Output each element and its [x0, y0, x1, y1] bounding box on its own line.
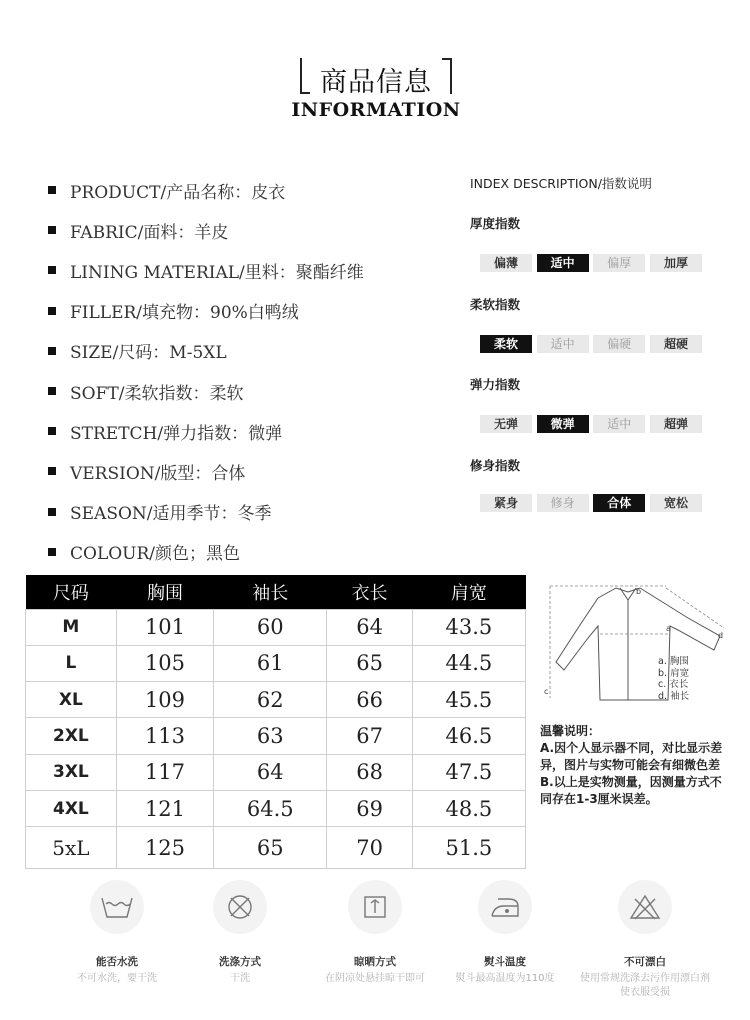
index-option: 加厚 [650, 254, 702, 272]
care-item-method [175, 880, 305, 986]
care-label: 洗涤方式 [219, 956, 261, 968]
table-cell: 64 [214, 754, 327, 790]
table-cell-size: XL [26, 682, 117, 718]
notes-title: 温馨说明： [540, 724, 601, 738]
table-cell: 66 [327, 682, 412, 718]
page-subtitle: INFORMATION [291, 99, 461, 121]
wash-tub-icon [90, 880, 144, 934]
table-row [26, 754, 526, 790]
table-cell: 60 [214, 609, 327, 645]
index-row-thickness [480, 254, 702, 272]
table-cell: 65 [214, 827, 327, 869]
table-cell-size: M [26, 609, 117, 645]
dry-clean-icon [213, 880, 267, 934]
info-text: LINING MATERIAL/里料：聚酯纤维 [70, 262, 364, 283]
diagram-mark-a: a [666, 624, 671, 633]
diagram-legend [658, 656, 689, 702]
table-cell: 64 [327, 609, 412, 645]
diagram-mark-b: b [636, 587, 642, 596]
info-item-version [48, 451, 468, 491]
index-row-stretch [480, 415, 702, 433]
table-cell: 46.5 [412, 718, 525, 754]
legend-item: a. 胸围 [658, 656, 689, 667]
info-text: SIZE/尺码：M-5XL [70, 343, 227, 364]
care-desc: 干洗 [230, 973, 250, 984]
care-label: 熨斗温度 [484, 956, 526, 968]
table-cell: 67 [327, 718, 412, 754]
iron-icon [478, 880, 532, 934]
index-title-softness: 柔软指数 [470, 297, 521, 312]
care-item-iron [440, 880, 570, 986]
bullet-icon [48, 387, 56, 395]
table-cell: 61 [214, 645, 327, 681]
index-option: 适中 [537, 335, 589, 353]
index-title-fit: 修身指数 [470, 458, 521, 473]
table-header: 衣长 [327, 575, 412, 609]
care-desc: 不可水洗，要干洗 [77, 973, 157, 984]
table-cell-size: 2XL [26, 718, 117, 754]
index-option: 超弹 [650, 415, 702, 433]
index-option: 微弹 [537, 415, 589, 433]
index-option: 合体 [593, 494, 645, 512]
table-cell: 43.5 [412, 609, 525, 645]
index-row-softness [480, 335, 702, 353]
table-cell: 65 [327, 645, 412, 681]
table-header: 尺码 [26, 575, 117, 609]
notes [540, 723, 730, 808]
index-option: 适中 [537, 254, 589, 272]
table-cell: 121 [116, 790, 213, 826]
table-header-row [26, 575, 526, 609]
bullet-icon [48, 347, 56, 355]
info-item-colour [48, 532, 468, 572]
table-cell: 45.5 [412, 682, 525, 718]
no-bleach-icon [618, 880, 672, 934]
table-header: 胸围 [116, 575, 213, 609]
index-option: 偏薄 [480, 254, 532, 272]
care-item-bleach [580, 880, 710, 1000]
info-item-stretch [48, 411, 468, 451]
bullet-icon [48, 226, 56, 234]
index-title-thickness: 厚度指数 [470, 216, 521, 231]
bullet-icon [48, 508, 56, 516]
info-item-season [48, 492, 468, 532]
info-text: PRODUCT/产品名称：皮衣 [70, 182, 286, 203]
care-desc: 使用常规洗涤去污作用漂白剂使衣服受损 [580, 973, 710, 998]
table-row [26, 645, 526, 681]
bullet-icon [48, 186, 56, 194]
info-item-filler [48, 291, 468, 331]
table-cell: 105 [116, 645, 213, 681]
index-heading: INDEX DESCRIPTION/指数说明 [470, 176, 652, 191]
table-cell: 63 [214, 718, 327, 754]
index-option: 修身 [537, 494, 589, 512]
info-text: SOFT/柔软指数：柔软 [70, 383, 244, 404]
index-option: 偏厚 [593, 254, 645, 272]
table-row [26, 790, 526, 826]
info-text: VERSION/版型：合体 [70, 463, 246, 484]
info-item-size [48, 331, 468, 371]
product-info-list [48, 170, 468, 572]
bullet-icon [48, 427, 56, 435]
garment-measurement-diagram [538, 578, 730, 718]
diagram-mark-c: c [544, 687, 549, 696]
table-cell: 44.5 [412, 645, 525, 681]
hang-dry-icon [348, 880, 402, 934]
page-title: 商品信息 [320, 67, 432, 98]
info-text: FILLER/填充物：90%白鸭绒 [70, 303, 299, 324]
table-cell: 101 [116, 609, 213, 645]
table-cell: 70 [327, 827, 412, 869]
diagram-mark-d: d [718, 631, 724, 640]
care-desc: 在阴凉处悬挂晾干即可 [325, 973, 425, 984]
care-label: 能否水洗 [96, 956, 138, 968]
table-cell: 109 [116, 682, 213, 718]
notes-a: A.因个人显示器不同，对比显示差异，图片与实物可能会有细微色差 [540, 741, 723, 772]
bullet-icon [48, 266, 56, 274]
table-cell: 125 [116, 827, 213, 869]
care-label: 晾晒方式 [354, 956, 396, 968]
index-row-fit [480, 494, 702, 512]
index-option: 适中 [593, 415, 645, 433]
info-text: SEASON/适用季节：冬季 [70, 504, 272, 525]
info-text: FABRIC/面料：羊皮 [70, 222, 229, 243]
index-option: 超硬 [650, 335, 702, 353]
table-cell: 62 [214, 682, 327, 718]
table-header: 肩宽 [412, 575, 525, 609]
table-cell: 68 [327, 754, 412, 790]
table-cell: 47.5 [412, 754, 525, 790]
index-option: 宽松 [650, 494, 702, 512]
index-option: 无弹 [480, 415, 532, 433]
index-option: 柔软 [480, 335, 532, 353]
table-cell: 117 [116, 754, 213, 790]
info-text: STRETCH/弹力指数：微弹 [70, 423, 283, 444]
legend-item: d. 袖长 [658, 690, 690, 702]
info-text: COLOUR/颜色；黑色 [70, 544, 241, 565]
table-header: 袖长 [214, 575, 327, 609]
index-option: 偏硬 [593, 335, 645, 353]
table-row [26, 718, 526, 754]
table-cell: 64.5 [214, 790, 327, 826]
table-cell-size: 4XL [26, 790, 117, 826]
table-row [26, 682, 526, 718]
index-option: 紧身 [480, 494, 532, 512]
table-cell: 51.5 [412, 827, 525, 869]
care-desc: 熨斗最高温度为110度 [455, 973, 555, 984]
table-cell: 69 [327, 790, 412, 826]
bullet-icon [48, 467, 56, 475]
table-cell-size: L [26, 645, 117, 681]
notes-b: B.以上是实物测量，因测量方式不同存在1-3厘米误差。 [540, 775, 722, 806]
index-title-stretch: 弹力指数 [470, 377, 521, 392]
table-row [26, 827, 526, 869]
info-item-soft [48, 371, 468, 411]
table-cell: 48.5 [412, 790, 525, 826]
care-item-wash [52, 880, 182, 986]
legend-item: b. 肩宽 [658, 667, 690, 679]
table-cell-size: 5xL [26, 827, 117, 869]
table-cell-size: 3XL [26, 754, 117, 790]
size-table [25, 575, 526, 869]
bullet-icon [48, 307, 56, 315]
title-frame [300, 58, 452, 96]
info-item-product [48, 170, 468, 210]
info-item-fabric [48, 210, 468, 250]
care-label: 不可漂白 [624, 956, 666, 968]
care-item-dry [310, 880, 440, 986]
table-row [26, 609, 526, 645]
legend-item: c. 衣长 [658, 679, 689, 690]
bullet-icon [48, 548, 56, 556]
info-item-lining [48, 250, 468, 290]
table-cell: 113 [116, 718, 213, 754]
